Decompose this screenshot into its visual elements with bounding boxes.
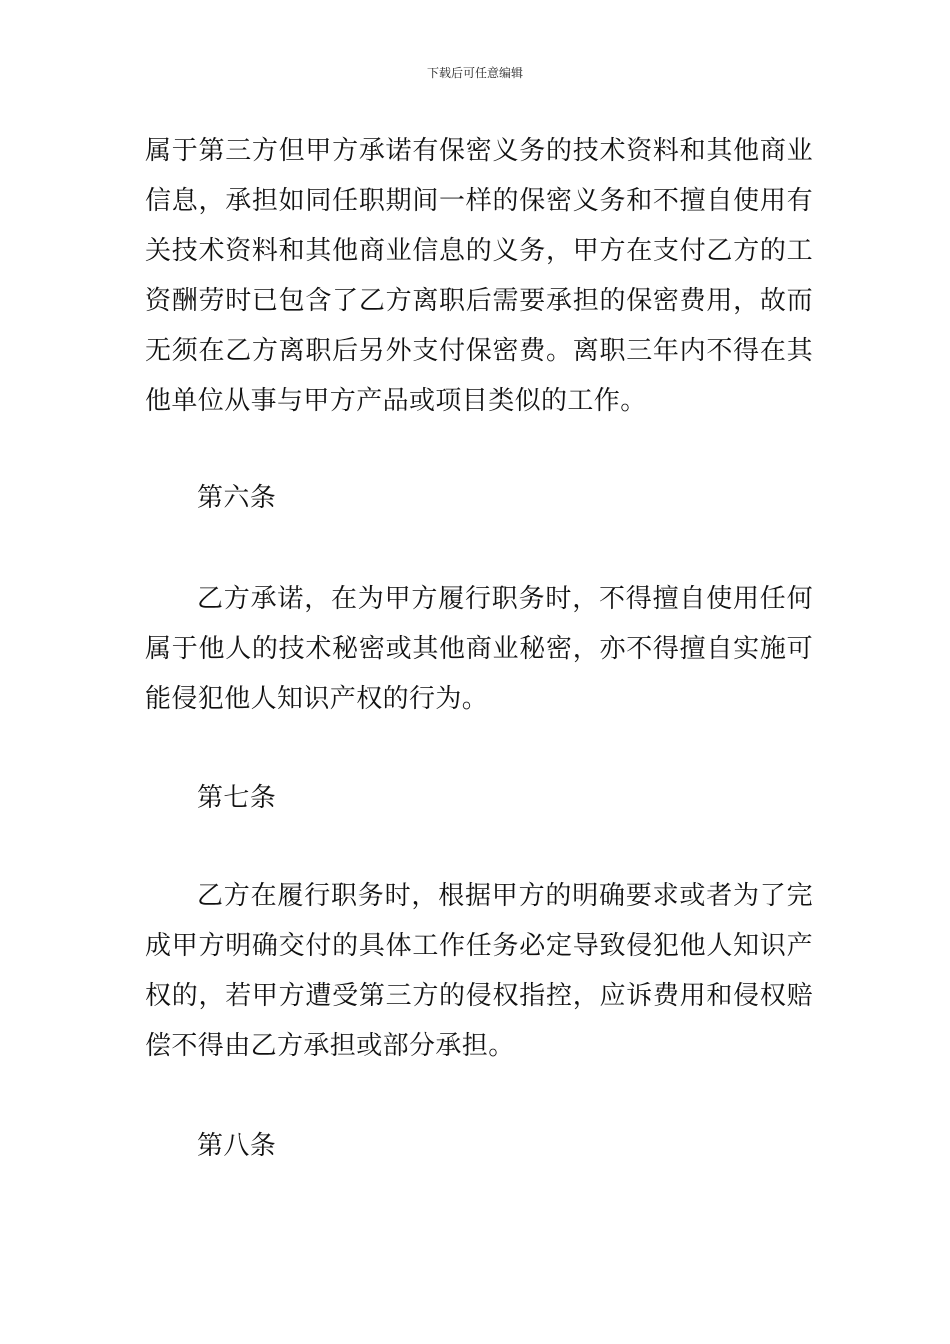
article-heading-8 (197, 1121, 276, 1171)
paragraph-article-7 (145, 871, 813, 1071)
paragraph-article-6 (145, 574, 813, 724)
paragraph-text: 乙方在履行职务时，根据甲方的明确要求或者为了完成甲方明确交付的具体工作任务必定导致侵犯他人知识产权的，若甲方遭受第三方的侵权指控，应诉费用和侵权赔偿不得由乙方承担或部分承担。 (145, 881, 813, 1061)
paragraph-continued (145, 126, 813, 426)
paragraph-text: 乙方承诺，在为甲方履行职务时，不得擅自使用任何属于他人的技术秘密或其他商业秘密，亦不得擅自实施可能侵犯他人知识产权的行为。 (145, 584, 813, 714)
article-heading-text: 第七条 (197, 783, 277, 813)
article-heading-6 (197, 473, 276, 523)
article-heading-text: 第八条 (197, 1131, 277, 1161)
page-header-note: 下载后可任意编辑 (426, 66, 523, 80)
article-heading-7 (197, 773, 276, 823)
paragraph-text: 属于第三方但甲方承诺有保密义务的技术资料和其他商业信息，承担如同任职期间一样的保密义务和不擅自使用有关技术资料和其他商业信息的义务，甲方在支付乙方的工资酬劳时已包含了乙方离职后需要承担的保密费用，故而无须在乙方离职后另外支付保密费。离职三年内不得在其他单位从事与甲方产品或项目类似的工作。 (145, 136, 813, 416)
article-heading-text: 第六条 (197, 483, 277, 513)
